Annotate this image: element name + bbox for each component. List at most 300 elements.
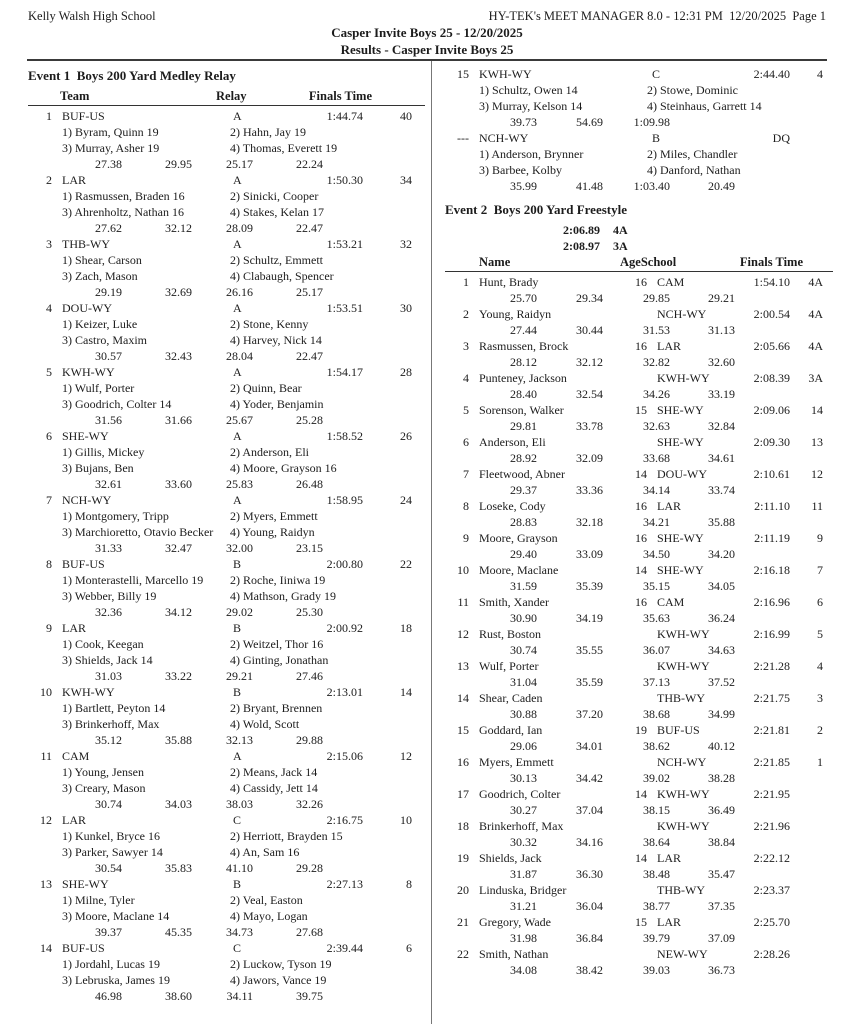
splits-line (445, 114, 833, 130)
split-time: 34.12 (165, 605, 192, 619)
split-time: 29.28 (296, 861, 323, 875)
individual-entry (445, 306, 833, 338)
relay-result-line (28, 428, 425, 444)
points: 12 (811, 467, 823, 481)
age: 15 (635, 915, 647, 929)
place: 7 (463, 467, 469, 481)
points: 24 (400, 493, 412, 507)
split-time: 32.12 (165, 221, 192, 235)
swimmer-name: Hunt, Brady (479, 275, 539, 289)
splits-line (445, 354, 833, 370)
team-code: NCH-WY (479, 131, 529, 145)
splits-line (445, 514, 833, 530)
swimmers-line-1 (28, 252, 425, 268)
event2-header-age-school: AgeSchool (620, 255, 677, 269)
place: 4 (463, 371, 469, 385)
split-time: 31.21 (510, 899, 537, 913)
place: 18 (457, 819, 469, 833)
school-code: LAR (657, 339, 681, 353)
split-time: 27.38 (95, 157, 122, 171)
swimmer-1: 1) Bartlett, Peyton 14 (62, 701, 166, 715)
place: 15 (457, 67, 469, 81)
split-time: 31.59 (510, 579, 537, 593)
individual-entry (445, 658, 833, 690)
swimmer-1: 1) Young, Jensen (62, 765, 145, 779)
finals-time: 2:22.12 (753, 851, 790, 865)
swimmers-line-1 (28, 572, 425, 588)
relay-result-line (28, 172, 425, 188)
split-time: 37.09 (708, 931, 735, 945)
finals-time: 2:39.44 (326, 941, 363, 955)
split-time: 20.49 (708, 179, 735, 193)
split-time: 38.64 (643, 835, 670, 849)
swimmers-line-1 (28, 124, 425, 140)
points: 12 (400, 749, 412, 763)
split-time: 32.47 (165, 541, 192, 555)
relay-entry (28, 812, 425, 876)
individual-result-line (445, 754, 833, 770)
place: 11 (40, 749, 52, 763)
team-code: LAR (62, 173, 86, 187)
swimmer-2: 2) Schultz, Emmett (230, 253, 323, 267)
swimmer-4: 4) Moore, Grayson 16 (230, 461, 337, 475)
event1-results-left (28, 108, 425, 1004)
swimmer-name: Loseke, Cody (479, 499, 546, 513)
finals-time: 2:16.75 (326, 813, 363, 827)
swimmers-line-1 (28, 828, 425, 844)
finals-time: 2:05.66 (753, 339, 790, 353)
split-time: 34.11 (226, 989, 253, 1003)
points: 30 (400, 301, 412, 315)
header-rule (27, 59, 827, 61)
relay-letter: A (233, 365, 242, 379)
split-time: 36.73 (708, 963, 735, 977)
age: 16 (635, 595, 647, 609)
place: 3 (463, 339, 469, 353)
split-time: 28.40 (510, 387, 537, 401)
split-time: 41.10 (226, 861, 253, 875)
split-time: 29.21 (226, 669, 253, 683)
split-time: 29.95 (165, 157, 192, 171)
swimmer-3: 3) Castro, Maxim (62, 333, 147, 347)
individual-result-line (445, 946, 833, 962)
splits-line (28, 540, 425, 556)
place: 8 (46, 557, 52, 571)
finals-time: 2:00.92 (326, 621, 363, 635)
swimmer-4: 4) Harvey, Nick 14 (230, 333, 322, 347)
split-time: 45.35 (165, 925, 192, 939)
swimmer-2: 2) Weitzel, Thor 16 (230, 637, 324, 651)
qualifying-label: 4A (613, 223, 628, 237)
relay-letter: C (233, 941, 242, 955)
place: 12 (457, 627, 469, 641)
split-time: 30.13 (510, 771, 537, 785)
swimmer-1: 1) Wulf, Porter (62, 381, 135, 395)
split-time: 25.83 (226, 477, 253, 491)
swimmer-2: 2) Stowe, Dominic (647, 83, 738, 97)
split-time: 38.28 (708, 771, 735, 785)
swimmer-name: Fleetwood, Abner (479, 467, 565, 481)
swimmers-line-1 (28, 188, 425, 204)
finals-time: 2:21.85 (753, 755, 790, 769)
split-time: 31.03 (95, 669, 122, 683)
team-code: SHE-WY (62, 877, 109, 891)
age: 15 (635, 403, 647, 417)
swimmers-line-1 (28, 764, 425, 780)
school-code: CAM (657, 275, 685, 289)
qualifying-label: 3A (613, 239, 628, 253)
split-time: 25.17 (226, 157, 253, 171)
split-time: 41.48 (576, 179, 603, 193)
swimmer-1: 1) Montgomery, Tripp (62, 509, 169, 523)
swimmer-4: 4) Steinhaus, Garrett 14 (647, 99, 762, 113)
splits-line (445, 674, 833, 690)
points: 1 (817, 755, 823, 769)
swimmer-name: Wulf, Porter (479, 659, 539, 673)
relay-entry (28, 364, 425, 428)
swimmer-1: 1) Keizer, Luke (62, 317, 138, 331)
points: 14 (811, 403, 823, 417)
split-time: 34.21 (643, 515, 670, 529)
split-time: 35.47 (708, 867, 735, 881)
splits-line (28, 604, 425, 620)
swimmer-4: 4) An, Sam 16 (230, 845, 300, 859)
event1-header-team: Team (60, 89, 90, 103)
individual-entry (445, 754, 833, 786)
team-code: KWH-WY (479, 67, 532, 81)
swimmer-1: 1) Milne, Tyler (62, 893, 135, 907)
relay-letter: A (233, 493, 242, 507)
place: 9 (463, 531, 469, 545)
individual-entry (445, 466, 833, 498)
column-divider (431, 61, 432, 1024)
split-time: 25.28 (296, 413, 323, 427)
swimmer-name: Moore, Maclane (479, 563, 559, 577)
split-time: 38.03 (226, 797, 253, 811)
qualifying-time: 2:06.89 (563, 223, 600, 237)
place: 6 (463, 435, 469, 449)
relay-letter: C (233, 813, 242, 827)
split-time: 28.12 (510, 355, 537, 369)
age: 14 (635, 851, 647, 865)
school-code: KWH-WY (657, 627, 710, 641)
swimmer-4: 4) Cassidy, Jett 14 (230, 781, 318, 795)
swimmers-line-2 (28, 524, 425, 540)
finals-time: DQ (772, 131, 790, 145)
school-code: NEW-WY (657, 947, 708, 961)
individual-result-line (445, 466, 833, 482)
split-time: 27.46 (296, 669, 323, 683)
individual-result-line (445, 402, 833, 418)
split-time: 34.03 (165, 797, 192, 811)
school-code: KWH-WY (657, 371, 710, 385)
relay-letter: A (233, 429, 242, 443)
individual-entry (445, 786, 833, 818)
swimmer-name: Young, Raidyn (479, 307, 552, 321)
event2-results (445, 274, 833, 978)
split-time: 35.88 (708, 515, 735, 529)
swimmer-name: Punteney, Jackson (479, 371, 567, 385)
relay-entry (445, 130, 833, 194)
split-time: 38.60 (165, 989, 192, 1003)
split-time: 25.30 (296, 605, 323, 619)
swimmers-line-1 (28, 636, 425, 652)
age: 19 (635, 723, 647, 737)
qualifying-standard (445, 238, 833, 254)
split-time: 31.87 (510, 867, 537, 881)
splits-line (28, 156, 425, 172)
relay-result-line (28, 556, 425, 572)
split-time: 25.17 (296, 285, 323, 299)
individual-result-line (445, 434, 833, 450)
splits-line (445, 418, 833, 434)
swimmers-line-2 (28, 972, 425, 988)
splits-line (445, 706, 833, 722)
relay-entry (28, 620, 425, 684)
split-time: 33.22 (165, 669, 192, 683)
relay-letter: A (233, 237, 242, 251)
swimmer-name: Myers, Emmett (479, 755, 554, 769)
split-time: 25.67 (226, 413, 253, 427)
split-time: 39.79 (643, 931, 670, 945)
relay-result-line (28, 620, 425, 636)
split-time: 34.61 (708, 451, 735, 465)
swimmer-name: Goddard, Ian (479, 723, 543, 737)
split-time: 34.26 (643, 387, 670, 401)
splits-line (28, 412, 425, 428)
points: 3 (817, 691, 823, 705)
swimmers-line-1 (28, 380, 425, 396)
event2-qualifying-times (445, 222, 833, 254)
school-code: THB-WY (657, 691, 705, 705)
split-time: 32.63 (643, 419, 670, 433)
individual-result-line (445, 498, 833, 514)
points: 10 (400, 813, 412, 827)
qualifying-standard (445, 222, 833, 238)
split-time: 36.04 (576, 899, 603, 913)
event1-header-relay: Relay (216, 89, 247, 103)
finals-time: 1:54.10 (753, 275, 790, 289)
split-time: 36.30 (576, 867, 603, 881)
finals-time: 2:15.06 (326, 749, 363, 763)
points: 34 (400, 173, 412, 187)
individual-result-line (445, 370, 833, 386)
finals-time: 2:44.40 (753, 67, 790, 81)
swimmer-3: 3) Parker, Sawyer 14 (62, 845, 163, 859)
splits-line (445, 386, 833, 402)
split-time: 26.48 (296, 477, 323, 491)
swimmers-line-1 (28, 316, 425, 332)
relay-letter: B (652, 131, 661, 145)
swimmer-name: Goodrich, Colter (479, 787, 561, 801)
split-time: 39.03 (643, 963, 670, 977)
individual-entry (445, 338, 833, 370)
split-time: 30.88 (510, 707, 537, 721)
swimmer-name: Brinkerhoff, Max (479, 819, 564, 833)
team-code: BUF-US (62, 109, 105, 123)
swimmer-3: 3) Marchioretto, Otavio Becker (62, 525, 214, 539)
school-code: THB-WY (657, 883, 705, 897)
relay-letter: B (233, 621, 242, 635)
swimmer-2: 2) Luckow, Tyson 19 (230, 957, 332, 971)
swimmer-2: 2) Roche, Iiniwa 19 (230, 573, 326, 587)
split-time: 34.08 (510, 963, 537, 977)
relay-result-line (28, 684, 425, 700)
place: 8 (463, 499, 469, 513)
relay-entry (28, 940, 425, 1004)
split-time: 23.15 (296, 541, 323, 555)
individual-result-line (445, 274, 833, 290)
finals-time: 2:09.30 (753, 435, 790, 449)
place: 14 (40, 941, 52, 955)
split-time: 1:03.40 (633, 179, 670, 193)
split-time: 33.36 (576, 483, 603, 497)
relay-letter: A (233, 109, 242, 123)
split-time: 32.12 (576, 355, 603, 369)
relay-entry (28, 492, 425, 556)
swimmer-4: 4) Mathson, Grady 19 (230, 589, 336, 603)
place: 16 (457, 755, 469, 769)
swimmer-3: 3) Moore, Maclane 14 (62, 909, 170, 923)
school-code: NCH-WY (657, 307, 707, 321)
results-subtitle: Results - Casper Invite Boys 25 (340, 42, 514, 57)
place: 6 (46, 429, 52, 443)
individual-entry (445, 946, 833, 978)
place: 10 (40, 685, 52, 699)
place: 5 (463, 403, 469, 417)
swimmers-line-2 (28, 332, 425, 348)
swimmer-2: 2) Herriott, Brayden 15 (230, 829, 343, 843)
swimmers-line-1 (28, 444, 425, 460)
relay-result-line (28, 812, 425, 828)
individual-result-line (445, 914, 833, 930)
split-time: 28.83 (510, 515, 537, 529)
school-code: LAR (657, 915, 681, 929)
team-code: LAR (62, 621, 86, 635)
school-code: BUF-US (657, 723, 700, 737)
swimmers-line-1 (28, 956, 425, 972)
individual-result-line (445, 786, 833, 802)
split-time: 33.78 (576, 419, 603, 433)
relay-entry (28, 684, 425, 748)
finals-time: 1:50.30 (326, 173, 363, 187)
points: 9 (817, 531, 823, 545)
age: 14 (635, 563, 647, 577)
swimmer-3: 3) Creary, Mason (62, 781, 146, 795)
split-time: 34.20 (708, 547, 735, 561)
school-code: SHE-WY (657, 531, 704, 545)
points: 4 (817, 659, 823, 673)
team-code: KWH-WY (62, 365, 115, 379)
split-time: 32.43 (165, 349, 192, 363)
individual-result-line (445, 658, 833, 674)
finals-time: 2:16.99 (753, 627, 790, 641)
points: 28 (400, 365, 412, 379)
swimmers-line-2 (28, 396, 425, 412)
split-time: 34.42 (576, 771, 603, 785)
place: 13 (457, 659, 469, 673)
split-time: 33.68 (643, 451, 670, 465)
place: 13 (40, 877, 52, 891)
swimmer-1: 1) Byram, Quinn 19 (62, 125, 159, 139)
points: 26 (400, 429, 412, 443)
finals-time: 2:21.81 (753, 723, 790, 737)
splits-line (28, 796, 425, 812)
left-column (28, 66, 425, 1004)
individual-entry (445, 370, 833, 402)
swimmer-4: 4) Danford, Nathan (647, 163, 741, 177)
event2-section (445, 200, 833, 978)
school-code: NCH-WY (657, 755, 707, 769)
meet-title: Casper Invite Boys 25 - 12/20/2025 (331, 25, 523, 40)
individual-entry (445, 434, 833, 466)
relay-result-line (28, 876, 425, 892)
host-school-name: Kelly Walsh High School (28, 9, 156, 23)
place: 21 (457, 915, 469, 929)
swimmers-line-1 (445, 146, 833, 162)
split-time: 35.12 (95, 733, 122, 747)
individual-result-line (445, 690, 833, 706)
finals-time: 2:00.80 (326, 557, 363, 571)
finals-time: 1:58.95 (326, 493, 363, 507)
school-code: CAM (657, 595, 685, 609)
split-time: 37.04 (576, 803, 603, 817)
finals-time: 2:21.95 (753, 787, 790, 801)
place: 3 (46, 237, 52, 251)
split-time: 34.05 (708, 579, 735, 593)
split-time: 32.36 (95, 605, 122, 619)
swimmer-3: 3) Lebruska, James 19 (62, 973, 170, 987)
splits-line (445, 178, 833, 194)
individual-result-line (445, 626, 833, 642)
split-time: 32.82 (643, 355, 670, 369)
swimmers-line-2 (28, 588, 425, 604)
split-time: 33.19 (708, 387, 735, 401)
split-time: 40.12 (708, 739, 735, 753)
split-time: 37.20 (576, 707, 603, 721)
split-time: 28.09 (226, 221, 253, 235)
individual-entry (445, 530, 833, 562)
split-time: 31.04 (510, 675, 537, 689)
split-time: 38.77 (643, 899, 670, 913)
place: 1 (46, 109, 52, 123)
points: 4A (808, 307, 823, 321)
swimmer-name: Sorenson, Walker (479, 403, 564, 417)
team-code: LAR (62, 813, 86, 827)
place: 12 (40, 813, 52, 827)
individual-result-line (445, 306, 833, 322)
points: 14 (400, 685, 412, 699)
swimmer-1: 1) Cook, Keegan (62, 637, 144, 651)
points: 4 (817, 67, 823, 81)
split-time: 37.13 (643, 675, 670, 689)
split-time: 36.49 (708, 803, 735, 817)
split-time: 32.13 (226, 733, 253, 747)
points: 7 (817, 563, 823, 577)
swimmer-4: 4) Ginting, Jonathan (230, 653, 329, 667)
swimmer-1: 1) Rasmussen, Braden 16 (62, 189, 185, 203)
split-time: 35.63 (643, 611, 670, 625)
splits-line (28, 668, 425, 684)
event1-column-headers (28, 88, 425, 106)
team-code: BUF-US (62, 557, 105, 571)
individual-entry (445, 722, 833, 754)
swimmers-line-2 (445, 98, 833, 114)
split-time: 34.73 (226, 925, 253, 939)
swimmer-2: 2) Stone, Kenny (230, 317, 309, 331)
team-code: BUF-US (62, 941, 105, 955)
relay-entry (28, 236, 425, 300)
